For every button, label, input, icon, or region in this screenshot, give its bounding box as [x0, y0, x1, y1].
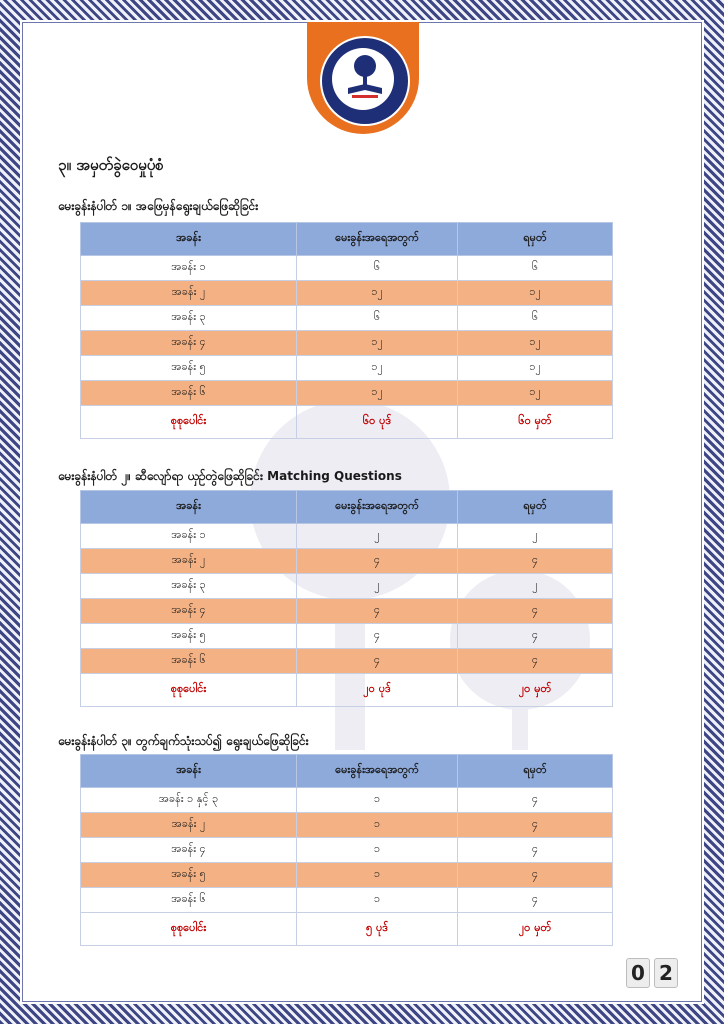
cell-chapter: အခန်း ၅: [81, 356, 297, 381]
total-row: [81, 674, 613, 707]
section-1-table: [80, 222, 613, 439]
cell-marks: ၄: [458, 838, 613, 863]
table-row: [81, 281, 613, 306]
cell-questions: ၄: [297, 549, 458, 574]
cell-marks: ၄: [458, 813, 613, 838]
table-row: [81, 524, 613, 549]
cell-marks: ၂: [458, 524, 613, 549]
total-questions: ၂၀ ပုဒ်: [297, 674, 458, 707]
header-questions: မေးခွန်းအရေအတွက်: [297, 491, 458, 524]
table-row: [81, 624, 613, 649]
cell-marks: ၁၂: [458, 331, 613, 356]
cell-chapter: အခန်း ၂: [81, 813, 297, 838]
cell-marks: ၄: [458, 549, 613, 574]
cell-chapter: အခန်း ၄: [81, 331, 297, 356]
cell-chapter: အခန်း ၆: [81, 649, 297, 674]
header-marks: ရမှတ်: [458, 223, 613, 256]
cell-questions: ၆: [297, 306, 458, 331]
header-marks: ရမှတ်: [458, 491, 613, 524]
table-row: [81, 599, 613, 624]
total-row: [81, 913, 613, 946]
cell-questions: ၁: [297, 813, 458, 838]
cell-chapter: အခန်း ၂: [81, 281, 297, 306]
cell-marks: ၁၂: [458, 381, 613, 406]
total-marks: ၂၀ မှတ်: [458, 674, 613, 707]
cell-marks: ၄: [458, 649, 613, 674]
total-marks: ၆၀ မှတ်: [458, 406, 613, 439]
header-chapter: အခန်း: [81, 755, 297, 788]
cell-marks: ၂: [458, 574, 613, 599]
cell-chapter: အခန်း ၆: [81, 888, 297, 913]
cell-questions: ၄: [297, 599, 458, 624]
cell-questions: ၁၂: [297, 281, 458, 306]
cell-marks: ၄: [458, 624, 613, 649]
total-label: စုစုပေါင်း: [81, 406, 297, 439]
table-header-row: [81, 223, 613, 256]
header-chapter: အခန်း: [81, 491, 297, 524]
cell-chapter: အခန်း ၆: [81, 381, 297, 406]
header-questions: မေးခွန်းအရေအတွက်: [297, 223, 458, 256]
cell-questions: ၁၂: [297, 331, 458, 356]
cell-questions: ၁: [297, 888, 458, 913]
cell-questions: ၁: [297, 788, 458, 813]
cell-questions: ၁: [297, 863, 458, 888]
table-row: [81, 788, 613, 813]
cell-questions: ၆: [297, 256, 458, 281]
total-marks: ၂၀ မှတ်: [458, 913, 613, 946]
table-header-row: [81, 491, 613, 524]
school-emblem-logo: [307, 22, 419, 134]
section-3-table: [80, 754, 613, 946]
header-marks: ရမှတ်: [458, 755, 613, 788]
table-row: [81, 888, 613, 913]
table-row: [81, 649, 613, 674]
cell-marks: ၄: [458, 599, 613, 624]
total-questions: ၆၀ ပုဒ်: [297, 406, 458, 439]
cell-questions: ၁၂: [297, 356, 458, 381]
cell-questions: ၄: [297, 624, 458, 649]
header-questions: မေးခွန်းအရေအတွက်: [297, 755, 458, 788]
cell-marks: ၆: [458, 306, 613, 331]
section-2-table: [80, 490, 613, 707]
table-row: [81, 331, 613, 356]
cell-marks: ၁၂: [458, 356, 613, 381]
total-questions: ၅ ပုဒ်: [297, 913, 458, 946]
cell-questions: ၁၂: [297, 381, 458, 406]
table-row: [81, 838, 613, 863]
cell-marks: ၄: [458, 888, 613, 913]
cell-chapter: အခန်း ၅: [81, 624, 297, 649]
cell-chapter: အခန်း ၄: [81, 599, 297, 624]
table-row: [81, 381, 613, 406]
cell-chapter: အခန်း ၅: [81, 863, 297, 888]
cell-questions: ၂: [297, 574, 458, 599]
cell-marks: ၁၂: [458, 281, 613, 306]
cell-marks: ၄: [458, 788, 613, 813]
cell-chapter: အခန်း ၁ နှင့် ၃: [81, 788, 297, 813]
table-row: [81, 549, 613, 574]
table-row: [81, 574, 613, 599]
table-row: [81, 813, 613, 838]
cell-questions: ၄: [297, 649, 458, 674]
table-header-row: [81, 755, 613, 788]
cell-questions: ၂: [297, 524, 458, 549]
section-2-title: မေးခွန်းနံပါတ် ၂။ ဆီလျော်ရာ ယှဉ်တွဲဖြေဆိုခြင်း Matching Questions: [58, 469, 402, 483]
page-heading: ၃။ အမှတ်ခွဲဝေမှုပုံစံ: [58, 156, 164, 174]
header-chapter: အခန်း: [81, 223, 297, 256]
table-row: [81, 356, 613, 381]
tree-book-icon: [342, 52, 388, 98]
table-row: [81, 256, 613, 281]
total-label: စုစုပေါင်း: [81, 913, 297, 946]
page-number-digit: 2: [654, 958, 678, 988]
page-number: [626, 958, 682, 988]
section-1-title: မေးခွန်းနံပါတ် ၁။ အဖြေမှန်ရွေးချယ်ဖြေဆိုခြင်း: [58, 199, 259, 213]
page-number-digit: 0: [626, 958, 650, 988]
cell-chapter: အခန်း ၁: [81, 256, 297, 281]
emblem-circle: [320, 36, 410, 126]
total-label: စုစုပေါင်း: [81, 674, 297, 707]
total-row: [81, 406, 613, 439]
cell-marks: ၄: [458, 863, 613, 888]
table-row: [81, 306, 613, 331]
cell-questions: ၁: [297, 838, 458, 863]
cell-marks: ၆: [458, 256, 613, 281]
cell-chapter: အခန်း ၄: [81, 838, 297, 863]
cell-chapter: အခန်း ၃: [81, 574, 297, 599]
table-row: [81, 863, 613, 888]
cell-chapter: အခန်း ၃: [81, 306, 297, 331]
section-3-title: မေးခွန်းနံပါတ် ၃။ တွက်ချက်သုံးသပ်၍ ရွေးချယ်ဖြေဆိုခြင်း: [58, 734, 309, 748]
cell-chapter: အခန်း ၂: [81, 549, 297, 574]
cell-chapter: အခန်း ၁: [81, 524, 297, 549]
